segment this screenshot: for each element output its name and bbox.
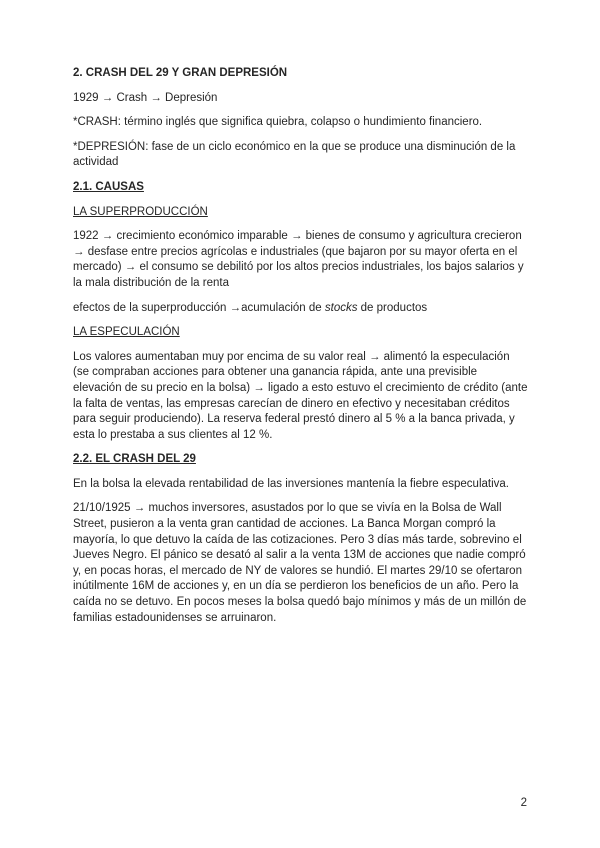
depresion-definition: *DEPRESIÓN: fase de un ciclo económico en la que se produce una disminución de la actividad [73,140,516,169]
page-number: 2 [520,797,527,809]
crash-definition: *CRASH: término inglés que significa quiebra, colapso o hundimiento financiero. [73,116,483,129]
causes-heading: 2.1. CAUSAS [73,180,144,193]
superproduction-paragraph: 1922 → crecimiento económico imparable → bienes de consumo y agricultura crecieron → desfase entre precios agrícolas e industriales (que bajaron por su mayor oferta en el mercado) → el consumo se debilitó por los altos precios industriales, los bajos salarios y la mala distribución de la renta [73,230,524,289]
timeline-line: 1929 → Crash → Depresión [73,91,218,104]
crash-paragraph: 21/10/1925 → muchos inversores, asustados por lo que se vivía en la Bolsa de Wall Street, pusieron a la venta gran cantidad de acciones. La Banca Morgan compró la mayoría, lo que detuvo la caída de las cotizaciones. Pero 3 días más tarde, sobrevino el Jueves Negro. El pánico se desató al salir a la venta 13M de acciones que nadie compró y, en pocas horas, el mercado de NY de valores se hundió. El martes 29/10 se ofertaron inútilmente 16M de acciones y, en un día se perdieron los beneficios de un año. Pero la caída no se detuvo. En pocos meses la bolsa quedó bajo mínimos y más de un millón de familias estadounidenses se arruinaron. [73,502,527,624]
effects-text-start: efectos de la superproducción →acumulación de [73,301,325,314]
speculation-heading: LA ESPECULACIÓN [73,326,180,339]
crash-heading: 2.2. EL CRASH DEL 29 [73,453,196,466]
effects-text-end: de productos [357,301,428,314]
superproduction-heading: LA SUPERPRODUCCIÓN [73,205,208,218]
document-body [73,66,528,626]
effects-italic: stocks [324,301,358,314]
speculation-paragraph: Los valores aumentaban muy por encima de su valor real → alimentó la especulación (se compraban acciones para obtener una ganancia rápida, ante una previsible elevación de su precio en la bolsa) → ligado a esto estuvo el crecimiento de crédito (ante la falta de ventas, las empresas carecían de dinero en efectivo y necesitaban créditos para seguir produciendo). La reserva federal prestó dinero al 5 % a la banca privada, y esta lo prestaba a sus clientes al 12 %. [73,350,528,441]
effects-line [73,301,528,317]
crash-intro-paragraph: En la bolsa la elevada rentabilidad de las inversiones mantenía la fiebre especulativa. [73,477,509,490]
section-title: 2. CRASH DEL 29 Y GRAN DEPRESIÓN [73,67,288,79]
